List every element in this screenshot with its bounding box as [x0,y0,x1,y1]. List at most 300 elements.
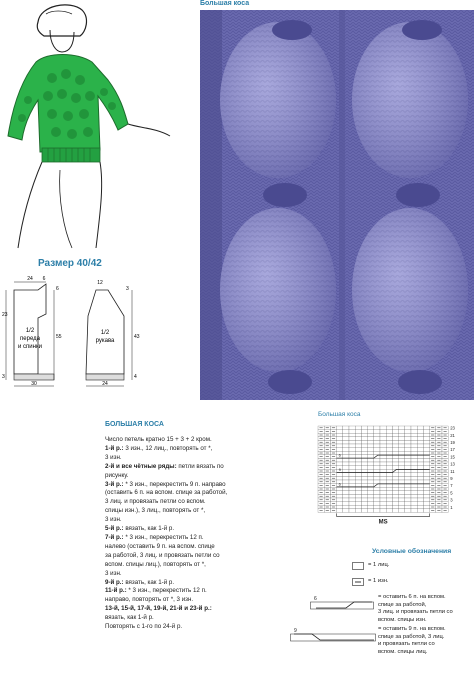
chart-cell [405,502,411,506]
chart-cell [374,451,380,455]
chart-cell [368,430,374,434]
chart-cell [411,476,417,480]
chart-row-number: 7 [450,483,453,489]
chart-cell [380,462,386,466]
chart-cell [355,473,361,477]
repeat-bracket [337,513,430,516]
chart-row-number: 19 [450,440,455,445]
chart-cell [374,505,380,509]
chart-cell [337,433,343,437]
chart-cell [405,426,411,430]
chart-row-number: 13 [450,461,455,467]
chart-cell [423,437,429,441]
chart-cell [386,440,392,444]
chart-cell [399,487,405,491]
front-label-3: и спинки [18,344,42,350]
chart-cell [392,494,398,498]
chart-cell [399,430,405,434]
instruction-line [105,498,251,507]
chart-cell [399,466,405,470]
chart-cell [392,437,398,441]
chart-cell [411,480,417,484]
chart-cell [405,466,411,470]
chart-cell [374,444,380,448]
instruction-text: рисунку. [105,471,129,479]
chart-cell [399,433,405,437]
chart-cell [417,466,423,470]
chart-cell [337,491,343,495]
chart-cell [392,466,398,470]
chart-cell [349,498,355,502]
legend-title: Условные обозначения [372,548,452,555]
chart-cell [380,458,386,462]
chart-cell [361,462,367,466]
chart-cell [380,444,386,448]
chart-cell [349,448,355,452]
chart-cell [417,487,423,491]
chart-cell [399,491,405,495]
chart-cell [399,448,405,452]
chart-cell [337,502,343,506]
chart-cell [343,444,349,448]
chart-cell [361,448,367,452]
chart-cell [417,502,423,506]
chart-cell [399,437,405,441]
instruction-line [105,534,251,543]
chart-cell [423,505,429,509]
chart-cell [374,462,380,466]
chart-cell [374,491,380,495]
chart-cell [417,433,423,437]
chart-cell [423,433,429,437]
instruction-line [105,596,251,605]
instruction-row-label: 7-й р.: [105,533,124,541]
chart-cell [417,426,423,430]
chart-cell [405,462,411,466]
front-dim-shoulder: 6 [42,276,46,282]
sleeve-dim-top: 12 [97,280,103,286]
front-dim-armhole: 23 [2,312,8,318]
chart-cell [368,458,374,462]
chart-cell [423,476,429,480]
instruction-line [105,489,251,498]
chart-cell [368,444,374,448]
cross-right-line: спице за работой, [378,601,427,608]
chart-cell [411,433,417,437]
instruction-text: (оставить 6 п. на вспом. спице за работой, [105,489,228,497]
chart-cell [368,451,374,455]
cross-right-line: 3 лиц. и провязать петли со [378,609,453,616]
chart-row-number: 9 [450,476,453,481]
chart-cell [361,430,367,434]
chart-cell [355,498,361,502]
chart-cell [380,491,386,495]
chart-cell [399,444,405,448]
chart-cell [380,494,386,498]
chart-cell [380,498,386,502]
chart-cell [355,480,361,484]
chart-cell [380,437,386,441]
chart-cell [361,487,367,491]
chart-cell [355,458,361,462]
chart-cell [343,451,349,455]
chart-cell [423,509,429,513]
legend-knit-text: = 1 лиц. [368,562,390,568]
chart-cell [423,491,429,495]
chart-cell [405,476,411,480]
cross-left-symbol-icon [290,630,376,642]
chart-cell [423,462,429,466]
chart-cell [392,505,398,509]
chart-cell [368,448,374,452]
chart-cell [405,437,411,441]
chart-cell [361,437,367,441]
chart-cell [349,458,355,462]
stitch-chart [312,422,474,542]
instruction-text: налево (оставить 9 п. на вспом. спице [105,542,215,550]
chart-cell [392,480,398,484]
chart-cell [423,466,429,470]
chart-cell [374,440,380,444]
chart-cell [386,487,392,491]
instruction-row-label: 1-й р.: [105,444,124,452]
chart-cell [392,440,398,444]
instruction-text: петли вязать по [176,462,224,470]
chart-cell [337,437,343,441]
chart-cell [349,451,355,455]
purl-symbol-icon [352,578,364,586]
knit-swatch-photo [200,10,474,400]
chart-cell [399,473,405,477]
chart-cell [417,498,423,502]
chart-cell [392,444,398,448]
chart-cell [399,426,405,430]
chart-cell [417,458,423,462]
chart-cell [386,491,392,495]
chart-row-number: 23 [450,425,455,431]
front-label-1: 1/2 [25,328,35,334]
chart-cell [349,433,355,437]
chart-cell [374,473,380,477]
chart-cell [361,426,367,430]
cross-right-symbol-icon [310,598,374,610]
chart-cell [405,487,411,491]
instruction-text: вязать, как 1-й р. [105,614,154,622]
cross-left-line: = оставить 9 п. на вспом. [378,626,446,632]
chart-cell [417,444,423,448]
photo-title: Большая коса [200,0,250,7]
cable-cross-label: 6 [338,481,341,487]
chart-cell [411,487,417,491]
repeat-label: MS [378,519,388,526]
chart-cell [355,491,361,495]
instruction-line [105,543,251,552]
chart-cell [355,466,361,470]
chart-cell [405,473,411,477]
chart-cell [349,440,355,444]
instructions-body [105,436,251,632]
instruction-row-label: 2-й и все чётные ряды: [105,462,177,470]
chart-cell [349,494,355,498]
chart-cell [337,426,343,430]
instruction-line [105,605,251,614]
instruction-line [105,481,251,490]
sweater-illustration [0,0,190,250]
chart-cell [380,448,386,452]
chart-row-number: 3 [450,497,453,503]
chart-cell [380,480,386,484]
instruction-text: 3 лиц. и провязать петли со вспом. [105,498,206,506]
chart-cell [392,430,398,434]
chart-cell [374,430,380,434]
knit-symbol-icon [352,562,364,570]
chart-cell [392,502,398,506]
chart-cell [423,430,429,434]
chart-cell [361,502,367,506]
chart-cell [399,440,405,444]
chart-cell [411,498,417,502]
chart-cell [417,473,423,477]
cross-left-line: спице за работой, 3 лиц. [378,633,445,640]
chart-cell [368,466,374,470]
chart-cell [417,509,423,513]
chart-cell [368,433,374,437]
chart-cell [411,444,417,448]
chart-cell [405,433,411,437]
chart-cell [368,462,374,466]
chart-cell [349,473,355,477]
chart-cell [343,426,349,430]
chart-cell [386,426,392,430]
chart-cell [343,440,349,444]
front-dim-rib: 3 [2,374,5,380]
chart-cell [368,426,374,430]
instruction-text: направо, повторять от *, 3 изн. [105,596,194,604]
chart-cell [374,498,380,502]
chart-cell [355,505,361,509]
instruction-line [105,623,251,632]
chart-cell [343,491,349,495]
chart-cell [380,430,386,434]
chart-cell [343,505,349,509]
chart-cell [349,466,355,470]
instruction-text: вязать, как 1-й р. [123,578,175,586]
chart-cell [368,473,374,477]
chart-cell [355,440,361,444]
sleeve-dim-length: 43 [134,334,140,340]
chart-cell [399,476,405,480]
chart-cell [368,487,374,491]
front-label-2: переда [20,336,40,342]
chart-cell [361,440,367,444]
instruction-text: 3 изн. [105,453,122,461]
chart-cell [343,448,349,452]
cross-left-line: и провязать петли со [378,641,435,648]
chart-cell [355,494,361,498]
chart-cell [380,487,386,491]
chart-cell [343,502,349,506]
chart-cell [423,444,429,448]
chart-cell [392,433,398,437]
chart-cell [343,498,349,502]
instruction-line [105,570,251,579]
instruction-text: за работой, 3 лиц. и провязать петли со [105,551,220,559]
front-dim-width-bottom: 30 [31,381,37,387]
chart-cell [399,451,405,455]
chart-cell [386,451,392,455]
chart-cell [355,462,361,466]
front-dim-length: 55 [56,334,62,340]
chart-cell [392,476,398,480]
chart-cell [349,462,355,466]
chart-cell [392,451,398,455]
chart-cell [405,498,411,502]
chart-cell [355,502,361,506]
chart-cell [411,462,417,466]
chart-cell [411,473,417,477]
chart-cell [411,494,417,498]
chart-cell [392,509,398,513]
chart-cell [349,444,355,448]
chart-cell [411,451,417,455]
chart-cell [392,426,398,430]
chart-cell [392,462,398,466]
chart-cell [361,509,367,513]
chart-cell [380,473,386,477]
chart-cell [349,487,355,491]
chart-cell [343,473,349,477]
chart-cell [399,498,405,502]
instruction-row-label: 5-й р.: [105,525,124,533]
chart-cell [349,505,355,509]
legend-purl-text: = 1 изн. [368,578,389,584]
instruction-line [105,552,251,561]
chart-cell [337,487,343,491]
sleeve-label-1: 1/2 [100,330,110,336]
chart-cell [417,505,423,509]
chart-cell [405,509,411,513]
chart-cell [368,505,374,509]
chart-cell [405,448,411,452]
chart-cell [343,476,349,480]
chart-cell [386,480,392,484]
chart-cell [380,509,386,513]
cable-cross-label: 9 [338,467,341,472]
chart-cell [386,437,392,441]
instruction-text: * 3 изн., перекрестить 12 п. [123,533,204,541]
chart-row-number: 5 [450,490,453,496]
cable-cross-label: 6 [338,452,341,458]
chart-cell [399,458,405,462]
chart-cell [361,491,367,495]
chart-cell [355,426,361,430]
chart-cell [417,480,423,484]
chart-cell [374,494,380,498]
chart-cell [411,430,417,434]
chart-cell [337,505,343,509]
chart-cell [411,448,417,452]
chart-cell [399,480,405,484]
chart-cell [411,509,417,513]
cross-left-description [378,626,446,656]
chart-cell [386,462,392,466]
chart-cell [380,505,386,509]
front-piece-schematic [6,282,54,386]
instruction-row-label: 11-й р.: [105,587,127,595]
chart-cell [411,502,417,506]
cross-right-number: 6 [314,596,317,602]
chart-cell [374,437,380,441]
chart-cell [368,480,374,484]
front-dim-neck: 6 [56,286,59,292]
chart-cell [405,444,411,448]
chart-cell [361,476,367,480]
chart-cell [386,448,392,452]
chart-cell [423,440,429,444]
chart-cell [423,498,429,502]
chart-cell [337,498,343,502]
chart-cell [355,509,361,513]
legend [280,558,474,691]
chart-cell [405,440,411,444]
chart-cell [411,437,417,441]
chart-cell [386,458,392,462]
chart-cell [374,426,380,430]
chart-cell [349,476,355,480]
chart-cell [386,476,392,480]
chart-cell [355,451,361,455]
chart-cell [405,491,411,495]
cross-left-line: вспом. спицы лиц. [378,648,428,655]
instruction-row-label: 13-й, 15-й, 17-й, 19-й, 21-й и 23-й р.: [105,605,212,613]
chart-cell [417,440,423,444]
chart-cell [343,509,349,513]
chart-cell [417,491,423,495]
chart-cell [337,494,343,498]
chart-cell [337,448,343,452]
chart-cell [423,480,429,484]
instruction-row-label: 3-й р.: [105,480,124,488]
instruction-text: Повторять с 1-го по 24-й р. [105,623,183,631]
instruction-text: 3 изн. [105,569,122,577]
chart-cell [355,448,361,452]
chart-cell [405,505,411,509]
chart-cell [374,433,380,437]
cross-right-description [378,594,453,624]
chart-cell [361,498,367,502]
instruction-line [105,445,251,454]
cross-right-line: вспом. спицы изн. [378,616,427,623]
chart-cell [349,426,355,430]
chart-cell [392,487,398,491]
chart-cell [417,476,423,480]
chart-cell [361,494,367,498]
chart-row-number: 21 [450,432,455,438]
instruction-text: спицы изн.), 3 лиц., повторять от *, [105,507,206,515]
chart-cell [417,494,423,498]
chart-cell [368,491,374,495]
chart-cell [399,502,405,506]
chart-cell [386,444,392,448]
chart-cell [380,433,386,437]
chart-cell [361,458,367,462]
instruction-line [105,561,251,570]
chart-cell [349,491,355,495]
chart-row-number: 1 [450,504,453,510]
chart-cell [349,502,355,506]
chart-cell [405,430,411,434]
chart-cell [423,494,429,498]
